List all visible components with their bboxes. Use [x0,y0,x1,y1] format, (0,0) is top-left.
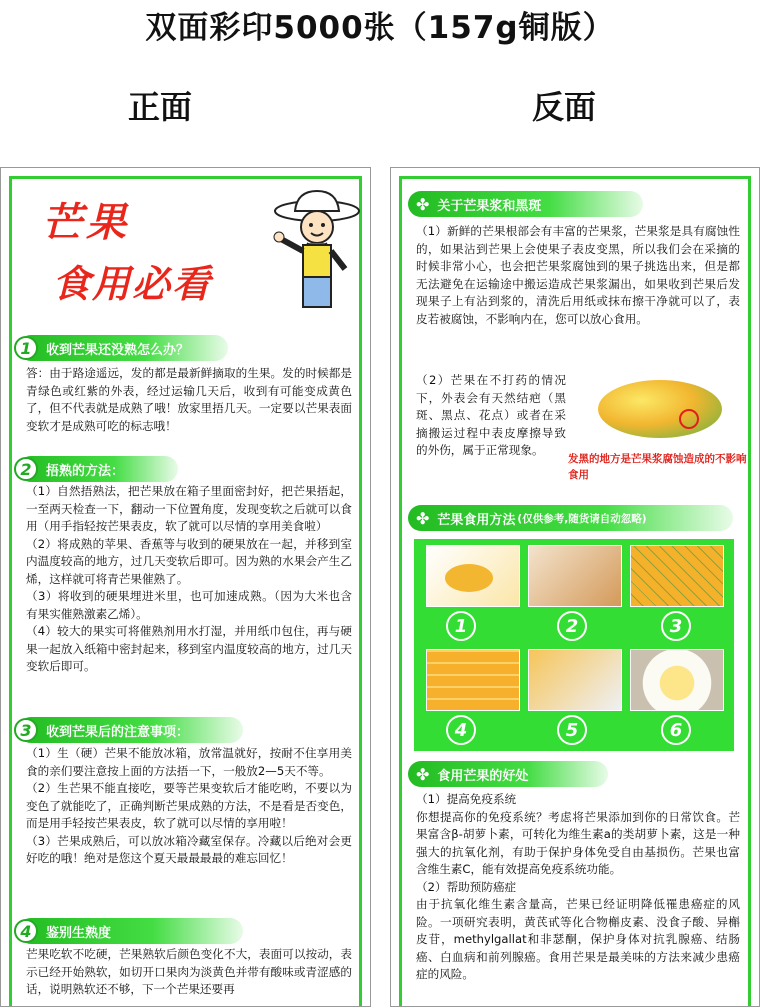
clover-icon: ✤ [416,764,430,784]
section-3-number: 3 [14,718,38,742]
section-1-number: 1 [14,336,38,360]
section-4-header [18,918,243,944]
step-2-photo [528,545,622,607]
step-4-photo [426,649,520,711]
mango-photo [592,375,742,445]
back-section-3-header [408,761,608,787]
logo-title-line1: 芒果 [42,200,130,246]
section-2-body: （1）自然捂熟法，把芒果放在箱子里面密封好，把芒果捂起，一至两天检查一下，翻动一下位置角度，发现变软之后就可以食用（用手指轻按芒果表皮，软了就可以尽情的享用美食啦） （2）将成熟的苹果、香蕉等与收到的硬果放在一起，并移到室内温度较高的地方，过几天变软后即可。因为熟的水果会产生乙烯，这样就可将青芒果催熟了。 （3）将收到的硬果埋进米里，也可加速成熟。（因为大米也含有果实催熟激素乙烯）。 （4）较大的果实可将催熟剂用水打湿，并用纸巾包住，再与硬果一起放入纸箱中密封起来，移到室内温度较高的地方，过几天变软后即可。 [26,484,352,673]
back-section-1-body: （1）新鲜的芒果根部会有丰富的芒果浆，芒果浆是具有腐蚀性的，如果沾到芒果上会使果子表皮变黑，所以我们会在采摘的时候非常小心，也会把芒果浆腐蚀到的果子挑选出来，但是都无法避免在运输途中搬运造成芒果浆漏出，如果收到芒果后发现果子上有沾到浆的，清洗后用纸或抹布擦干净就可以了，表皮若被腐蚀，不影响内在，您可以放心食用。 [416,224,740,326]
step-6-photo [630,649,724,711]
back-section-2-title: 芒果食用方法 [437,512,516,528]
step-1-number: 1 [446,611,476,641]
section-4-title: 鉴别生熟度 [46,925,112,941]
back-section-3-title: 食用芒果的好处 [437,768,529,784]
back-section-1-title: 关于芒果浆和黑斑 [437,198,542,214]
section-2-title: 捂熟的方法： [46,463,125,479]
mango-note: 发黑的地方是芒果浆腐蚀造成的不影响食用 [568,453,747,481]
step-4-number: 4 [446,715,476,745]
section-1-title: 收到芒果还没熟怎么办？ [46,342,190,358]
section-2-header [18,456,178,482]
section-4-number: 4 [14,919,38,943]
section-3-header [18,717,243,743]
back-section-3-body: （1）提高免疫系统 你想提高你的免疫系统？考虑将芒果添加到你的日常饮食。芒果富含β-胡萝卜素，可转化为维生素a的类胡萝卜素，这是一种强大的抗氧化剂，有助于保护身体免受自由基损伤。芒果也富含维生素C，能有效提高免疫系统功能。 （2）帮助预防癌症 由于抗氧化维生素含量高，芒果已经证明降低罹患癌症的风险。一项研究表明，黄芪甙等化合物槲皮素、没食子酸、异槲皮苷，methylgallat和非瑟酮，保护身体对抗乳腺癌、结肠癌、白血病和前列腺癌。食用芒果是最美味的方法来减少患癌症的风险。 [416,792,740,981]
cartoon-boy-mascot [267,189,367,314]
section-1-header [18,335,228,361]
step-1-photo [426,545,520,607]
steps-grid [414,539,734,751]
section-2-number: 2 [14,457,38,481]
front-label: 正面 [128,88,193,126]
back-panel [390,167,760,1007]
back-section-1-header [408,191,643,217]
step-3-number: 3 [661,611,691,641]
back-label: 反面 [532,88,597,126]
page-title: 双面彩印5000张（157g铜版） [145,10,615,46]
clover-icon: ✤ [416,508,430,528]
section-1-body: 答：由于路途遥远，发的都是最新鲜摘取的生果。发的时候都是青绿色或红紫的外表，经过运输几天后，收到有可能变成黄色了，但不代表就是成熟了哦！放家里捂几天。一定要以芒果表面变软才是成熟可吃的标志哦！ [26,366,352,433]
clover-icon: ✤ [416,194,430,214]
back-section-2-header [408,505,733,531]
back-section-2-note: (仅供参考,随货请自动忽略) [517,512,647,525]
step-6-number: 6 [661,715,691,745]
front-border [9,176,362,1006]
step-5-photo [528,649,622,711]
step-5-number: 5 [557,715,587,745]
logo-title-line2: 食用必看 [52,262,213,306]
step-2-number: 2 [557,611,587,641]
back-section-1-body-2: （2）芒果在不打药的情况下，外表会有天然结疤（黑斑、黑点、花点）或者在采摘搬运过程中表皮摩擦导致的外伤，属于正常现象。 [416,373,566,457]
section-4-body: 芒果吃软不吃硬，芒果熟软后颜色变化不大，表面可以按动，表示已经开始熟软，如切开口果肉为淡黄色并带有酸味或青涩感的话，说明熟软还不够，下一个芒果还要再 [26,947,352,996]
front-panel [0,167,371,1007]
step-3-photo [630,545,724,607]
section-3-body: （1）生（硬）芒果不能放冰箱，放常温就好，按耐不住享用美食的亲们要注意按上面的方法捂一下，一般放2—5天不等。 （2）生芒果不能直接吃，要等芒果变软后才能吃哟，不要以为变色了就能吃了，正确判断芒果成熟的方法，不是看是否变色，而是用手轻按芒果表皮，软了就可以尽情的享用啦！ （3）芒果成熟后，可以放冰箱冷藏室保存。冷藏以后绝对会更好吃的哦！绝对是您这个夏天最最最最的难忘回忆！ [26,746,352,865]
section-3-title: 收到芒果后的注意事项： [46,724,190,740]
back-border [399,176,751,1006]
